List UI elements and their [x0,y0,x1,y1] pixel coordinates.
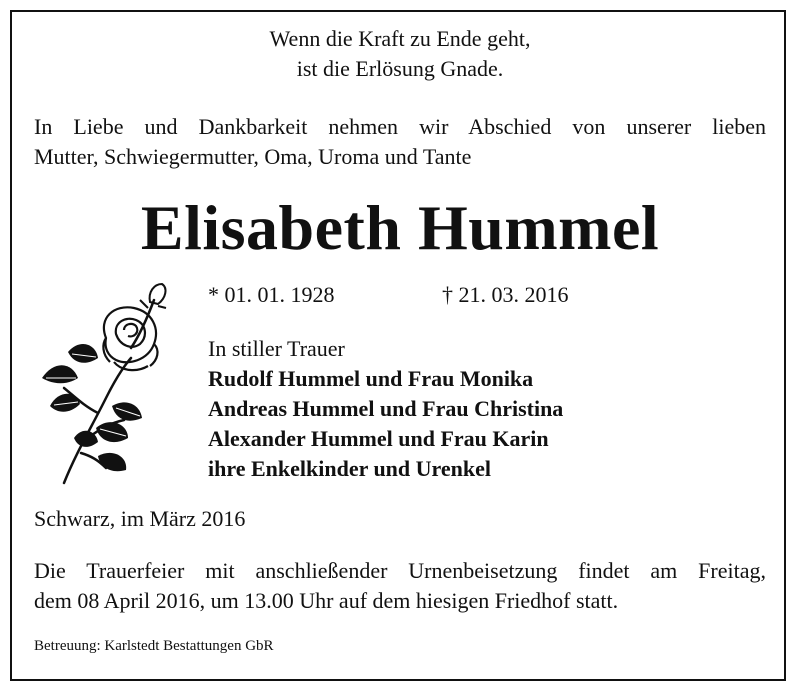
motto-line-1: Wenn die Kraft zu Ende geht, [269,26,531,51]
birth-date: * 01. 01. 1928 [208,282,335,307]
death-date: † 21. 03. 2016 [442,282,569,307]
deceased-name: Elisabeth Hummel [140,192,660,263]
motto [0,24,800,84]
intro-line-1: In Liebe und Dankbarkeit nehmen wir Abschied von unserer lieben [34,114,766,139]
funeral-notice-line-1: Die Trauerfeier mit anschließender Urnenbeisetzung findet am Freitag, [34,558,766,583]
mourner-line: Alexander Hummel und Frau Karin [208,426,549,451]
mourning-heading: In stiller Trauer [208,336,345,361]
intro-text [34,112,766,172]
intro-line-2: Mutter, Schwiegermutter, Oma, Uroma und Tante [34,144,472,169]
mourner-line: Andreas Hummel und Frau Christina [208,396,564,421]
mourner-line: ihre Enkelkinder und Urenkel [208,456,492,481]
funeral-home-credit: Betreuung: Karlstedt Bestattungen GbR [34,638,274,654]
rose-icon [36,278,186,488]
funeral-notice-line-2: dem 08 April 2016, um 13.00 Uhr auf dem hiesigen Friedhof statt. [34,588,619,613]
funeral-notice [34,556,766,616]
motto-line-2: ist die Erlösung Gnade. [296,56,504,81]
place-date: Schwarz, im März 2016 [34,506,246,531]
mourner-line: Rudolf Hummel und Frau Monika [208,366,534,391]
mourners-block [208,334,563,484]
